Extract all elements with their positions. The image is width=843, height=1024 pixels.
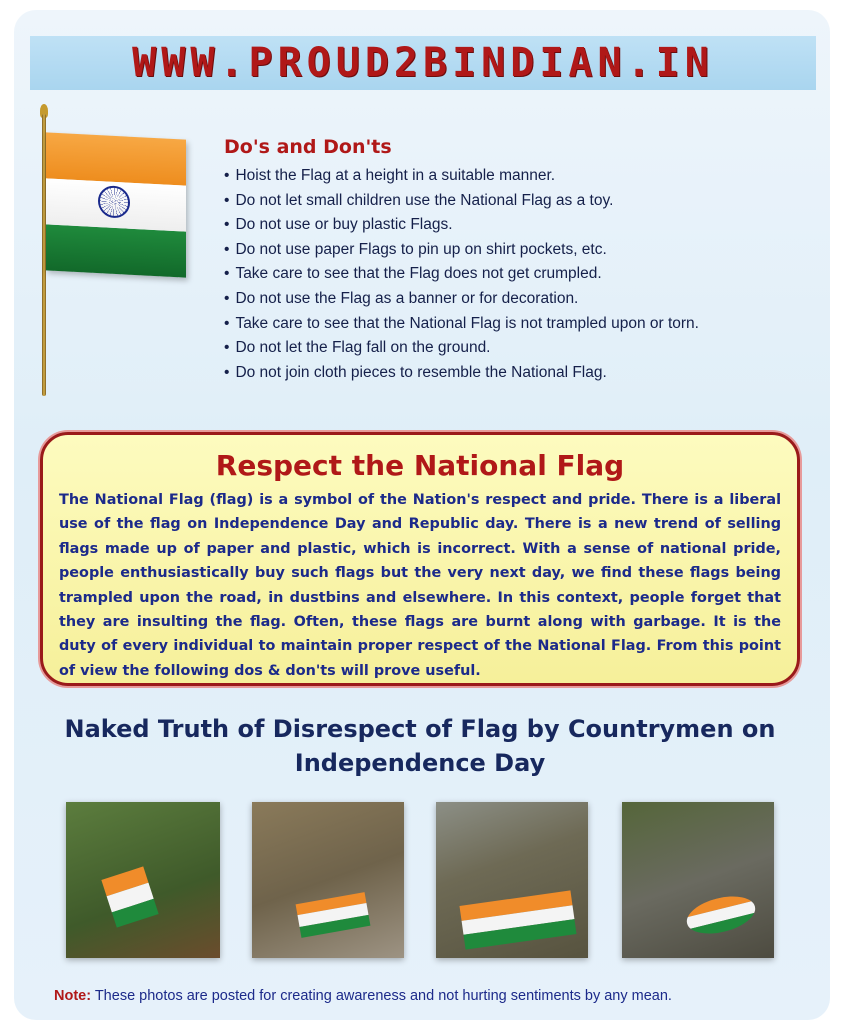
list-item: • Do not join cloth pieces to resemble the National Flag.: [224, 361, 824, 386]
flag-white-stripe: [46, 178, 186, 231]
list-item: • Do not let the Flag fall on the ground.: [224, 336, 824, 361]
dos-donts-section: [224, 136, 824, 385]
naked-truth-line-2: Independence Day: [294, 749, 546, 777]
discarded-flag-icon: [683, 890, 759, 940]
photo-gallery: [66, 802, 786, 962]
indian-flag-image: [36, 100, 196, 400]
photo-flag-in-bushes: [66, 802, 220, 958]
naked-truth-line-1: Naked Truth of Disrespect of Flag by Countrymen on: [64, 715, 776, 743]
flag-green-stripe: [46, 224, 186, 277]
list-item: • Do not use or buy plastic Flags.: [224, 213, 824, 238]
dos-donts-list: [224, 164, 824, 385]
list-item: • Do not let small children use the National Flag as a toy.: [224, 189, 824, 214]
site-url-title: WWW.PROUD2BINDIAN.IN: [132, 40, 714, 86]
discarded-flag-icon: [101, 866, 158, 927]
respect-flag-box: [40, 432, 800, 686]
list-item: • Take care to see that the National Flag is not trampled upon or torn.: [224, 312, 824, 337]
photo-flag-on-road: [436, 802, 588, 958]
flag-cloth: [46, 132, 186, 277]
note-text: These photos are posted for creating awareness and not hurting sentiments by any mean.: [91, 988, 672, 1004]
dos-donts-title: Do's and Don'ts: [224, 136, 392, 158]
awareness-note: [54, 988, 814, 1004]
discarded-flag-icon: [296, 892, 371, 938]
flag-saffron-stripe: [46, 132, 186, 185]
photo-flag-in-drain: [622, 802, 774, 958]
discarded-flag-icon: [459, 890, 576, 949]
respect-flag-title: Respect the National Flag: [215, 449, 625, 482]
naked-truth-heading: [40, 712, 800, 780]
list-item: • Do not use the Flag as a banner or for decoration.: [224, 287, 824, 312]
ashoka-chakra-icon: [98, 185, 130, 219]
photo-flag-in-garbage: [252, 802, 404, 958]
site-banner: [30, 36, 816, 90]
list-item: • Do not use paper Flags to pin up on shirt pockets, etc.: [224, 238, 824, 263]
list-item: • Hoist the Flag at a height in a suitable manner.: [224, 164, 824, 189]
note-label: Note:: [54, 988, 92, 1004]
respect-flag-body: The National Flag (flag) is a symbol of the Nation's respect and pride. There is a liberal use of the flag on Independence Day and Republic day. There is a new trend of selling flags made up of paper and plastic, which is incorrect. With a sense of national pride, people enthusiastically buy such flags but the very next day, we find these flags being trampled upon the road, in dustbins and elsewhere. In this context, people forget that they are insulting the flag. Often, these flags are burnt along with garbage. It is the duty of every individual to maintain proper respect of the National Flag. From this point of view the following dos & don'ts will prove useful.: [59, 492, 781, 679]
list-item: • Take care to see that the Flag does not get crumpled.: [224, 262, 824, 287]
